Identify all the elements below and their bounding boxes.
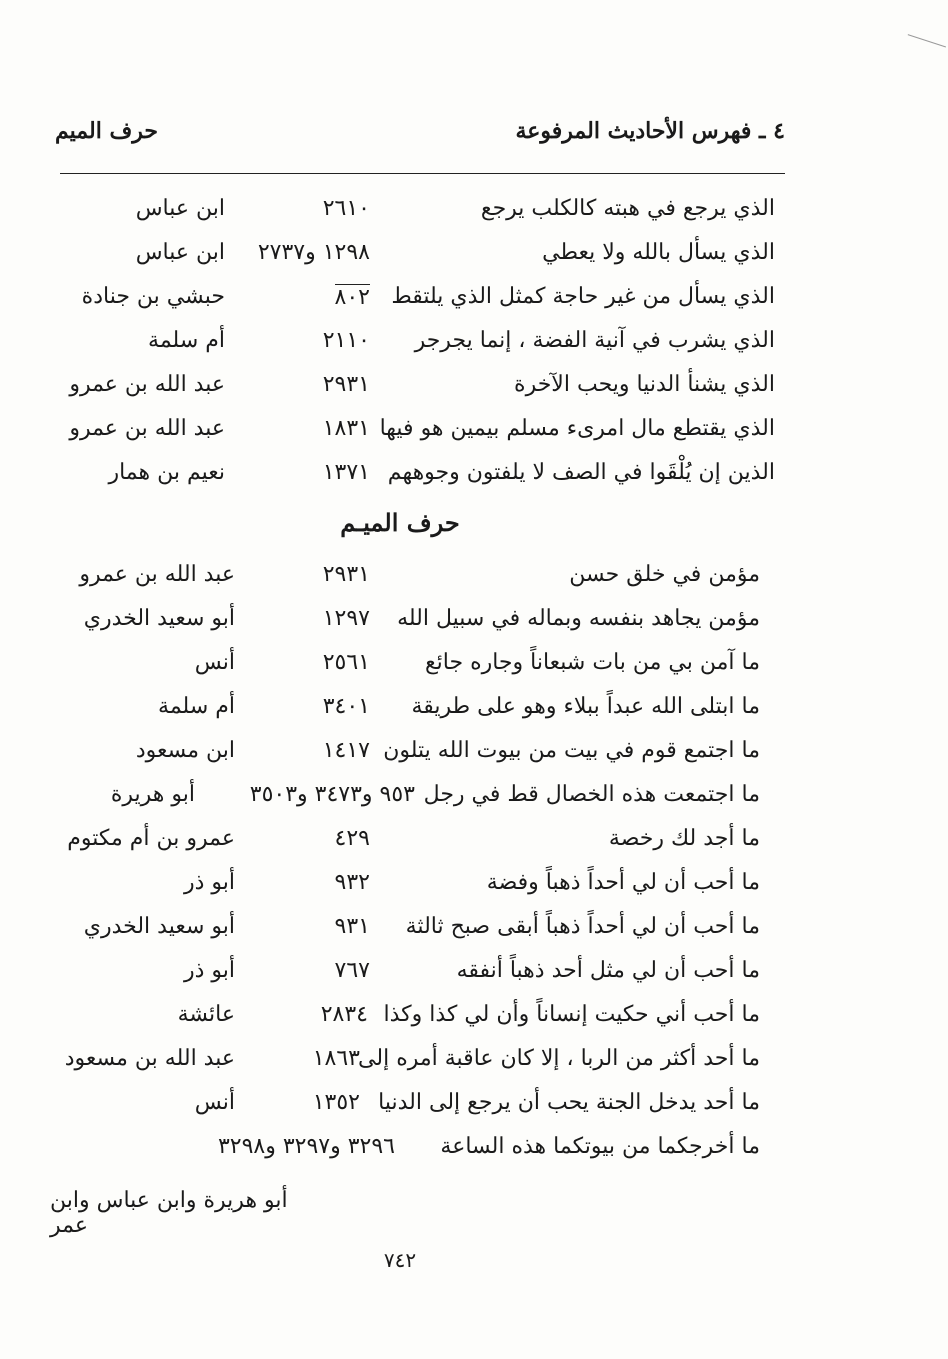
- hadith-text: ما أحب أن لي أحداً ذهباً وفضة: [486, 870, 760, 895]
- index-row: [60, 416, 775, 456]
- hadith-number: ١٣٧١: [322, 460, 370, 485]
- hadith-text: ما اجتمع قوم في بيت من بيوت الله يتلون: [383, 738, 760, 763]
- hadith-text: ما أحب أن لي مثل أحد ذهباً أنفقه: [456, 958, 760, 983]
- narrator: أم سلمة: [158, 694, 235, 719]
- hadith-number: ٣٤٠١: [322, 694, 370, 719]
- hadith-text: ما آمن بي من بات شبعاناً وجاره جائع: [424, 650, 760, 675]
- hadith-text: ما ابتلى الله عبداً ببلاء وهو على طريقة: [411, 694, 760, 719]
- header-letter-title: حرف الميم: [55, 118, 159, 144]
- hadith-number: ١٨٦٣: [312, 1046, 360, 1071]
- hadith-number: ١٨٣١: [322, 416, 370, 441]
- index-row: [60, 870, 760, 910]
- hadith-text: الذين إن يُلْقَوا في الصف لا يلفتون وجوههم: [387, 460, 775, 485]
- hadith-number: ١٢٩٧: [322, 606, 370, 631]
- hadith-number: ٤٢٩: [334, 826, 370, 851]
- narrator: أبو ذر: [183, 958, 235, 983]
- narrator: عائشة: [177, 1002, 235, 1027]
- scan-mark: [904, 34, 946, 59]
- hadith-number: ٢٨٣٤: [320, 1002, 368, 1027]
- hadith-number: ٢٩٣١: [322, 372, 370, 397]
- narrator: أنس: [194, 650, 235, 675]
- hadith-number: ١٣٥٢: [312, 1090, 360, 1115]
- narrator: ابن عباس: [135, 240, 225, 265]
- hadith-text: الذي يقتطع مال امرىء مسلم بيمين هو فيها: [379, 416, 775, 441]
- narrator: أبو سعيد الخدري: [83, 914, 235, 939]
- narrator: أبو هريرة: [110, 782, 195, 807]
- narrator: عبد الله بن عمرو: [69, 372, 225, 397]
- hadith-number: ٢٥٦١: [322, 650, 370, 675]
- index-row: [60, 1002, 760, 1042]
- hadith-number: ٩٣١: [334, 914, 370, 939]
- narrator-continuation: أبو هريرة وابن عباس وابن عمر: [50, 1188, 288, 1238]
- hadith-text: ما أحب أن لي أحداً ذهباً أبقى صبح ثالثة: [405, 914, 760, 939]
- hadith-number: ٧٦٧: [334, 958, 370, 983]
- index-row: [60, 240, 775, 280]
- hadith-number: ٢١١٠: [322, 328, 370, 353]
- hadith-text: ما أجد لك رخصة: [608, 826, 760, 851]
- header-section-title: ٤ ـ فهرس الأحاديث المرفوعة: [515, 118, 785, 144]
- index-row: [60, 1134, 760, 1174]
- hadith-text: ما أحب أني حكيت إنساناً وأن لي كذا وكذا: [383, 1002, 760, 1027]
- narrator: ابن مسعود: [135, 738, 235, 763]
- running-header: [55, 118, 785, 158]
- hadith-text: ما أخرجكما من بيوتكما هذه الساعة: [440, 1134, 760, 1159]
- index-row: [60, 1090, 760, 1130]
- header-rule: [60, 173, 785, 174]
- hadith-number: ١٤١٧: [322, 738, 370, 763]
- narrator: أبو ذر: [183, 870, 235, 895]
- index-row: [60, 562, 760, 602]
- hadith-text: ما أحد أكثر من الربا ، إلا كان عاقبة أمره إلى: [358, 1046, 760, 1071]
- page-number: ٧٤٢: [383, 1248, 417, 1272]
- narrator: أنس: [194, 1090, 235, 1115]
- hadith-text: الذي يسأل من غير حاجة كمثل الذي يلتقط: [391, 284, 775, 309]
- index-row: [60, 782, 760, 822]
- index-row: [60, 328, 775, 368]
- narrator: ابن عباس: [135, 196, 225, 221]
- hadith-text: مؤمن في خلق حسن: [569, 562, 760, 587]
- hadith-number: ٩٥٣ و٣٤٧٣ و٣٥٠٣: [249, 782, 415, 807]
- hadith-number: ١٢٩٨ و٢٧٣٧: [257, 240, 370, 265]
- narrator: عبد الله بن عمرو: [79, 562, 235, 587]
- index-row: [60, 606, 760, 646]
- narrator: أم سلمة: [148, 328, 225, 353]
- index-row: [60, 958, 760, 998]
- hadith-number: ٢٦١٠: [322, 196, 370, 221]
- narrator: أبو سعيد الخدري: [83, 606, 235, 631]
- section-heading: حرف الميـم: [340, 508, 460, 537]
- index-row: [60, 650, 760, 690]
- hadith-text: الذي يرجع في هبته كالكلب يرجع: [480, 196, 775, 221]
- hadith-text: ما أحد يدخل الجنة يحب أن يرجع إلى الدنيا: [378, 1090, 760, 1115]
- index-row: [60, 914, 760, 954]
- hadith-number: ٣٢٩٦ و٣٢٩٧ و٣٢٩٨: [217, 1134, 395, 1159]
- hadith-number: ٩٣٢: [334, 870, 370, 895]
- narrator: عمرو بن أم مكتوم: [67, 826, 235, 851]
- index-row: [60, 460, 775, 500]
- hadith-text: ما اجتمعت هذه الخصال قط في رجل: [423, 782, 760, 807]
- narrator: عبد الله بن عمرو: [69, 416, 225, 441]
- hadith-number: ٨٠٢: [334, 285, 370, 310]
- index-row: [60, 1046, 760, 1086]
- index-row: [60, 372, 775, 412]
- index-row: [60, 826, 760, 866]
- index-row: [60, 196, 775, 236]
- index-row: [60, 694, 760, 734]
- narrator: نعيم بن همار: [108, 460, 225, 485]
- hadith-text: الذي يشنأ الدنيا ويحب الآخرة: [514, 372, 775, 397]
- hadith-text: الذي يشرب في آنية الفضة ، إنما يجرجر: [414, 328, 775, 353]
- hadith-text: مؤمن يجاهد بنفسه وبماله في سبيل الله: [397, 606, 760, 631]
- hadith-text: الذي يسأل بالله ولا يعطي: [542, 240, 775, 265]
- narrator: حبشي بن جنادة: [81, 284, 225, 309]
- index-row: [60, 284, 775, 324]
- narrator: عبد الله بن مسعود: [64, 1046, 235, 1071]
- index-row: [60, 738, 760, 778]
- hadith-number: ٢٩٣١: [322, 562, 370, 587]
